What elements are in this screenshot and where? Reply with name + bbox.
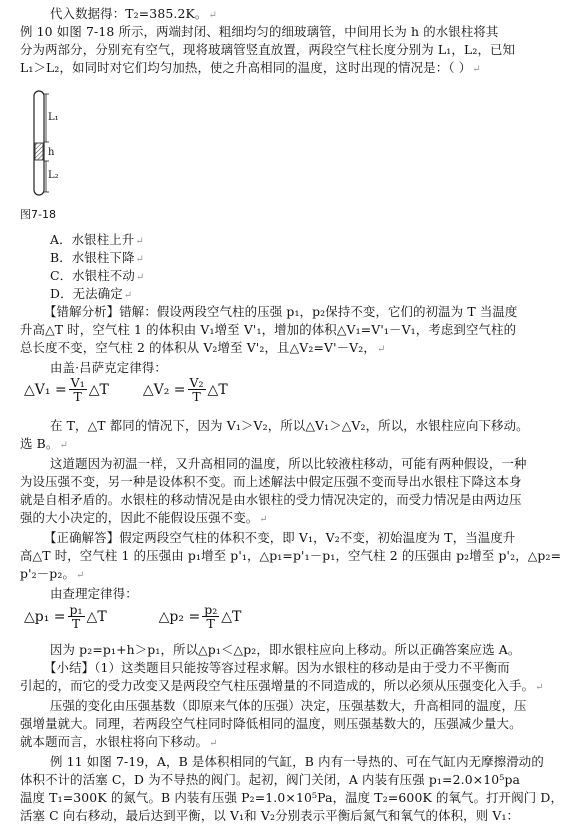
- glass-tube-diagram: [20, 88, 70, 204]
- text-line: 压强的变化由压强基数（即原来气体的压强）决定，压强基数大，升高相同的温度，压: [50, 698, 527, 713]
- example-10-line-1: 例 10 如图 7-18 所示，两端封闭、粗细均匀的细玻璃管，中间用长为 h 的水银柱将其: [20, 24, 499, 39]
- correct-answer-line-1: 【正确解答】假定两段空气柱的体积不变，即 V₁，V₂不变，初始温度为 T，当温度升: [44, 530, 516, 545]
- mercury-column: [35, 143, 43, 160]
- text-line: 体积不计的活塞 C，D 为不导热的阀门。起初，阀门关闭，A 内装有压强 p₁=2.0×10⁵pa: [20, 772, 521, 787]
- example-11-line-1: 例 11 如图 7-19，A，B 是体积相同的气缸，B 内有一导热的、可在气缸内无摩擦滑动的: [50, 754, 544, 769]
- option-b: B．水银柱下降↵: [50, 250, 145, 265]
- text-line: 引起的，而它的受力改变又是两段空气柱压强增量的不同造成的，所以必须从压强变化入手。↵: [20, 678, 544, 693]
- text-line: 总长度不变，空气柱 2 的体积从 V₂增至 V'₂，且△V₂=V'－V₂，↵: [20, 340, 386, 355]
- text-line: 就是自相矛盾的。水银柱的移动情况是由水银柱的受力情况决定的，而受力情况是由两边压: [20, 492, 522, 507]
- figure-7-18: [20, 88, 70, 204]
- option-a: A．水银柱上升↵: [50, 232, 144, 247]
- option-c: C．水银柱不动↵: [50, 268, 145, 283]
- text-line: 在 T，△T 都同的情况下，因为 V₁＞V₂，所以△V₁＞△V₂，所以，水银柱应向下移动。: [50, 418, 529, 433]
- text-line: L₁＞L₂，如同时对它们均匀加热，使之升高相同的温度，这时出现的情况是：（ ）↵: [20, 60, 481, 75]
- label-l2: L₂: [48, 170, 59, 181]
- text-line: 高△T 时，空气柱 1 的压强由 p₁增至 p'₁，△p₁=p'₁－p₁，空气柱 2 的压强由 p₂增至 p'₂，△p₂=: [20, 548, 562, 563]
- text-line: 活塞 C 向右移动，最后达到平衡，以 V₁和 V₂分别表示平衡后氮气和氧气的体积，则 V₁：: [20, 808, 520, 823]
- text-line: 温度 T₁=300K 的氮气。B 内装有压强 P₂=1.0×10⁵Pa，温度 T₂=600K 的氧气。打开阀门 D，: [20, 790, 564, 805]
- label-l1: L₁: [48, 112, 59, 123]
- text-line: 强的大小决定的，因此不能假设压强不变。↵: [20, 510, 268, 525]
- text-line: 因为 p₂=p₁+h＞p₁，所以△p₁＜△p₂，即水银柱应向上移动。所以正确答案应选 A。: [50, 642, 521, 657]
- text-line: 由盖·吕萨克定律得：: [50, 360, 167, 375]
- text-line: 升高△T 时，空气柱 1 的体积由 V₁增至 V'₁，增加的体积△V₁=V'₁－V₁，考虑到空气柱的: [20, 322, 517, 337]
- error-analysis-line-1: 【错解分析】错解：假设两段空气柱的压强 p₁，p₂保持不变，它们的初温为 T 当温度: [44, 304, 518, 319]
- text-line: 分为两部分，分别充有空气，现将玻璃管竖直放置，两段空气柱长度分别为 L₁，L₂，已知: [20, 42, 516, 57]
- text-line: 为设压强不变，另一种是设体积不变。而上述解法中假定压强不变而导出水银柱下降这本身: [20, 474, 522, 489]
- charles-law-equation: △p₁ = $\frac{\text{p₁}}{T}$ △T △p₂ = $\frac{\text{p₂}}{T}$ △T: [24, 602, 242, 631]
- gay-lussac-equation: △V₁ = $\frac{\text{V₁}}{T}$ △T △V₂ = $\frac{\text{V₂}}{T}$ △T: [24, 375, 228, 404]
- text-line: 选 B。↵: [20, 436, 68, 451]
- text-line: 这道题因为初温一样，又升高相同的温度，所以比较液柱移动，可能有两种假设，一种: [50, 456, 527, 471]
- text-line: 就本题而言，水银柱将向下移动。↵: [20, 734, 218, 749]
- label-h: h: [48, 147, 55, 158]
- text-line: 强增量就大。同理，若两段空气柱同时降低相同的温度，则压强基数大的，压强减少量大。: [20, 716, 522, 731]
- text-line: p'₂－p₂。↵: [20, 566, 85, 581]
- figure-caption: 图7-18: [20, 208, 56, 221]
- option-d: D．无法确定↵: [50, 286, 133, 301]
- text-line: 代入数据得：T₂=385.2K。↵: [50, 6, 218, 21]
- text-line: 由查理定律得：: [50, 586, 138, 601]
- summary-line-1: 【小结】（1）这类题目只能按等容过程求解。因为水银柱的移动是由于受力不平衡而: [44, 660, 510, 675]
